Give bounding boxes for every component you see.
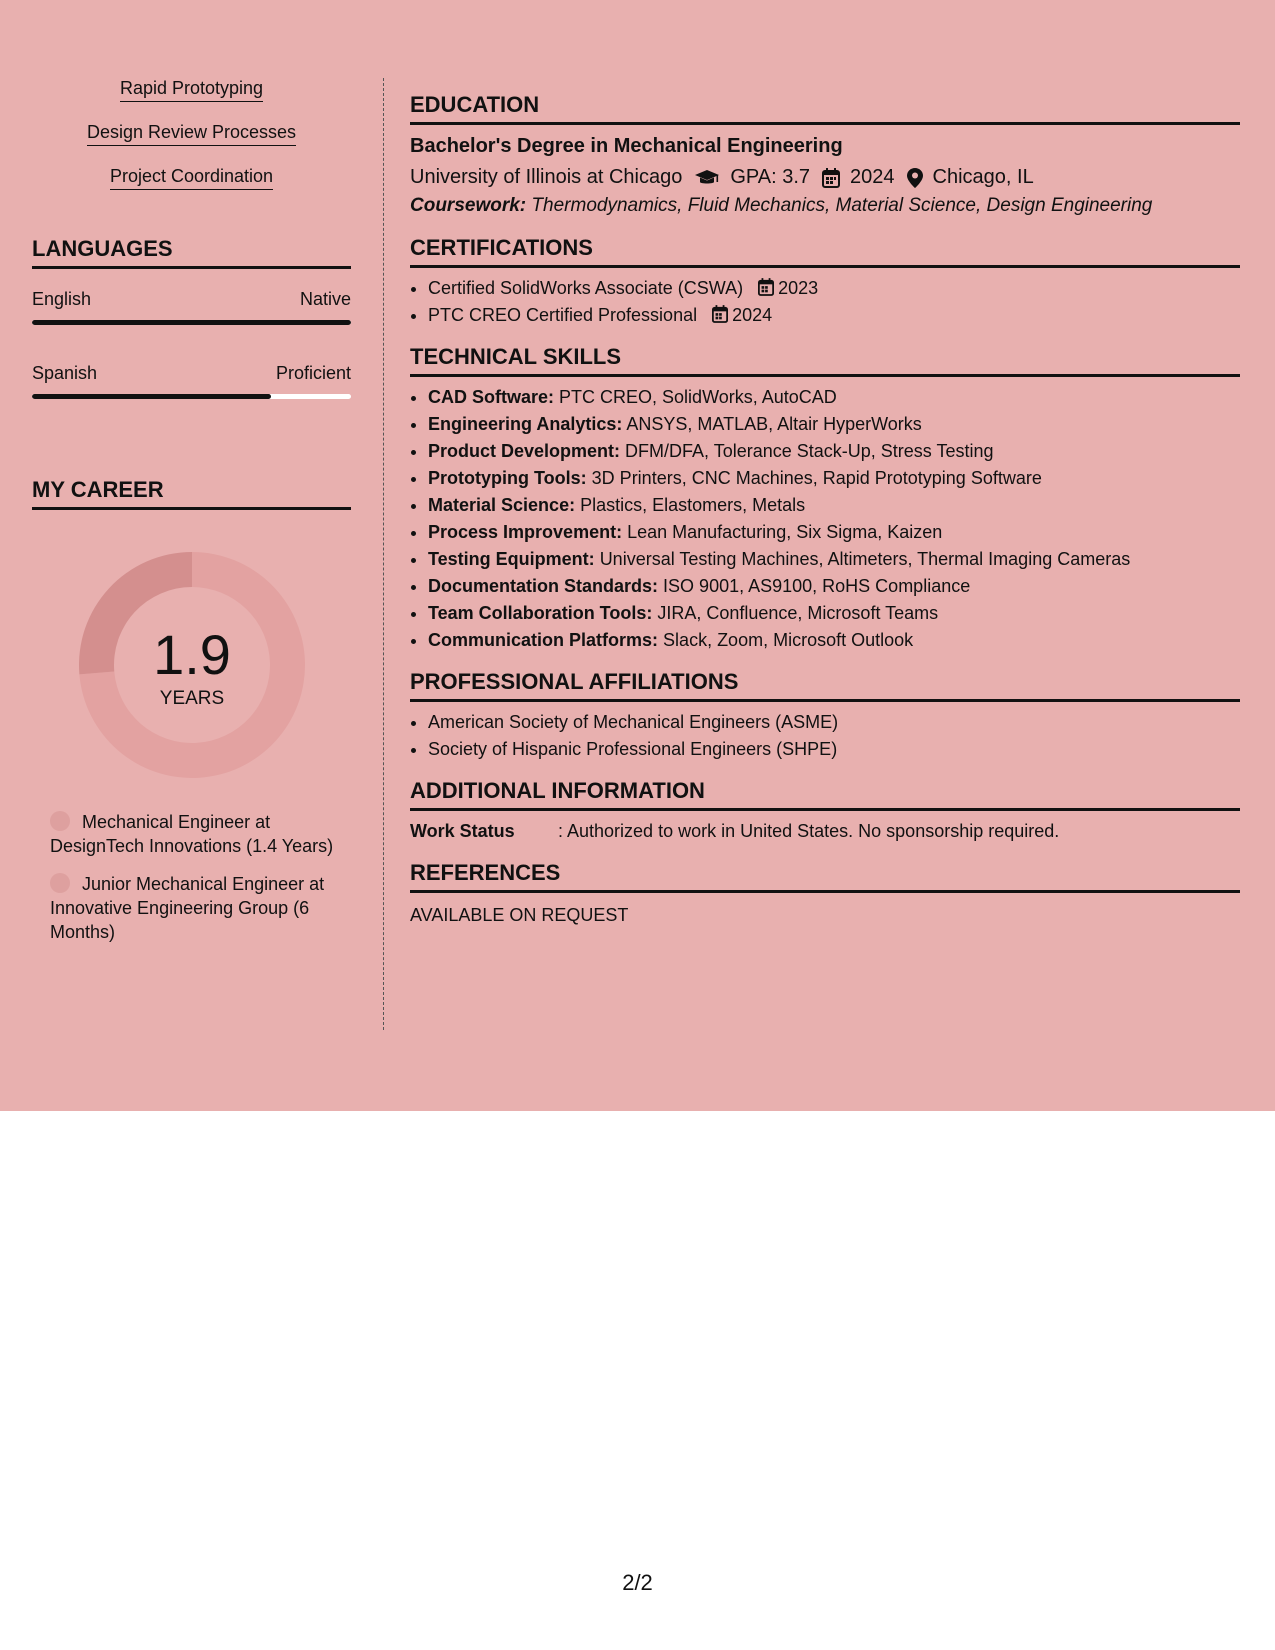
technical-skills-list [410,387,1240,651]
education-title: EDUCATION [410,92,1240,125]
school: University of Illinois at Chicago [410,166,683,188]
career-section [32,477,351,944]
affiliation-item: • Society of Hispanic Professional Engineers (SHPE) [428,739,1240,760]
language-bar [32,394,351,399]
skill-item[interactable]: Project Coordination [32,166,351,190]
column-divider [383,78,384,1030]
technical-skill-item: • Testing Equipment: Universal Testing Machines, Altimeters, Thermal Imaging Cameras [428,549,1240,570]
language-level: Native [299,289,351,309]
affiliations-section [410,669,1240,760]
technical-skills-title: TECHNICAL SKILLS [410,344,1240,377]
affiliation-item: • American Society of Mechanical Engineers (ASME) [428,712,1240,733]
calendar-icon [712,305,728,323]
calendar-icon [822,168,840,188]
language-level: Proficient [275,363,351,383]
references-value: AVAILABLE ON REQUEST [410,905,629,925]
career-total-value: 1.9 [152,623,231,686]
technical-skill-item: • Product Development: DFM/DFA, Tolerance Stack-Up, Stress Testing [428,441,1240,462]
technical-skill-item: • Engineering Analytics: ANSYS, MATLAB, Altair HyperWorks [428,414,1240,435]
career-title: MY CAREER [32,477,351,510]
technical-skills-section [410,344,1240,651]
graduation-cap-icon [694,169,720,187]
language-bar-fill [32,394,271,399]
education-section [410,92,1240,217]
gpa: GPA: 3.7 [730,166,811,188]
technical-skill-item: • Team Collaboration Tools: JIRA, Confluence, Microsoft Teams [428,603,1240,624]
career-legend-item: Junior Mechanical Engineer at Innovative Engineering Group (6 Months) [50,874,325,942]
language-row [32,289,351,310]
references-section [410,860,1240,926]
page-number: 2/2 [622,1570,653,1595]
location-pin-icon [907,168,923,188]
skill-item[interactable]: Design Review Processes [32,122,351,146]
language-row [32,363,351,384]
technical-skill-item: • CAD Software: PTC CREO, SolidWorks, AutoCAD [428,387,1240,408]
legend-dot [50,811,70,831]
technical-skill-item: • Communication Platforms: Slack, Zoom, Microsoft Outlook [428,630,1240,651]
affiliations-list [410,712,1240,760]
certifications-title: CERTIFICATIONS [410,235,1240,268]
career-legend-item: Mechanical Engineer at DesignTech Innovations (1.4 Years) [50,812,334,856]
certifications-section [410,235,1240,326]
skills-list [32,78,351,190]
references-title: REFERENCES [410,860,1240,893]
technical-skill-item: • Process Improvement: Lean Manufacturing, Six Sigma, Kaizen [428,522,1240,543]
legend-dot [50,873,70,893]
skill-item[interactable]: Rapid Prototyping [32,78,351,102]
right-column [410,92,1240,944]
graduation-year: 2024 [850,166,895,188]
work-status-row [410,821,1240,842]
left-column [32,78,351,958]
languages-section [32,236,351,399]
technical-skill-item: • Material Science: Plastics, Elastomers, Metals [428,495,1240,516]
additional-info-section [410,778,1240,842]
degree: Bachelor's Degree in Mechanical Engineering [410,135,843,157]
language-name: Spanish [32,363,98,383]
calendar-icon [758,278,774,296]
certification-item: • PTC CREO Certified Professional 2024 [428,305,1240,326]
career-legend [32,810,351,944]
education-details [410,166,1240,189]
career-total-unit: YEARS [159,688,224,709]
additional-info-title: ADDITIONAL INFORMATION [410,778,1240,811]
language-bar [32,320,351,325]
career-donut-chart [79,552,305,778]
language-bar-fill [32,320,351,325]
certification-item: • Certified SolidWorks Associate (CSWA) 2023 [428,278,1240,299]
coursework: Coursework: Thermodynamics, Fluid Mechanics, Material Science, Design Engineering [410,195,1153,216]
technical-skill-item: • Prototyping Tools: 3D Printers, CNC Machines, Rapid Prototyping Software [428,468,1240,489]
languages-title: LANGUAGES [32,236,351,269]
affiliations-title: PROFESSIONAL AFFILIATIONS [410,669,1240,702]
work-status-value: : Authorized to work in United States. No sponsorship required. [558,821,1060,841]
work-status-label: Work Status [410,821,515,841]
language-name: English [32,289,92,309]
certifications-list [410,278,1240,326]
technical-skill-item: • Documentation Standards: ISO 9001, AS9100, RoHS Compliance [428,576,1240,597]
location: Chicago, IL [932,166,1034,188]
